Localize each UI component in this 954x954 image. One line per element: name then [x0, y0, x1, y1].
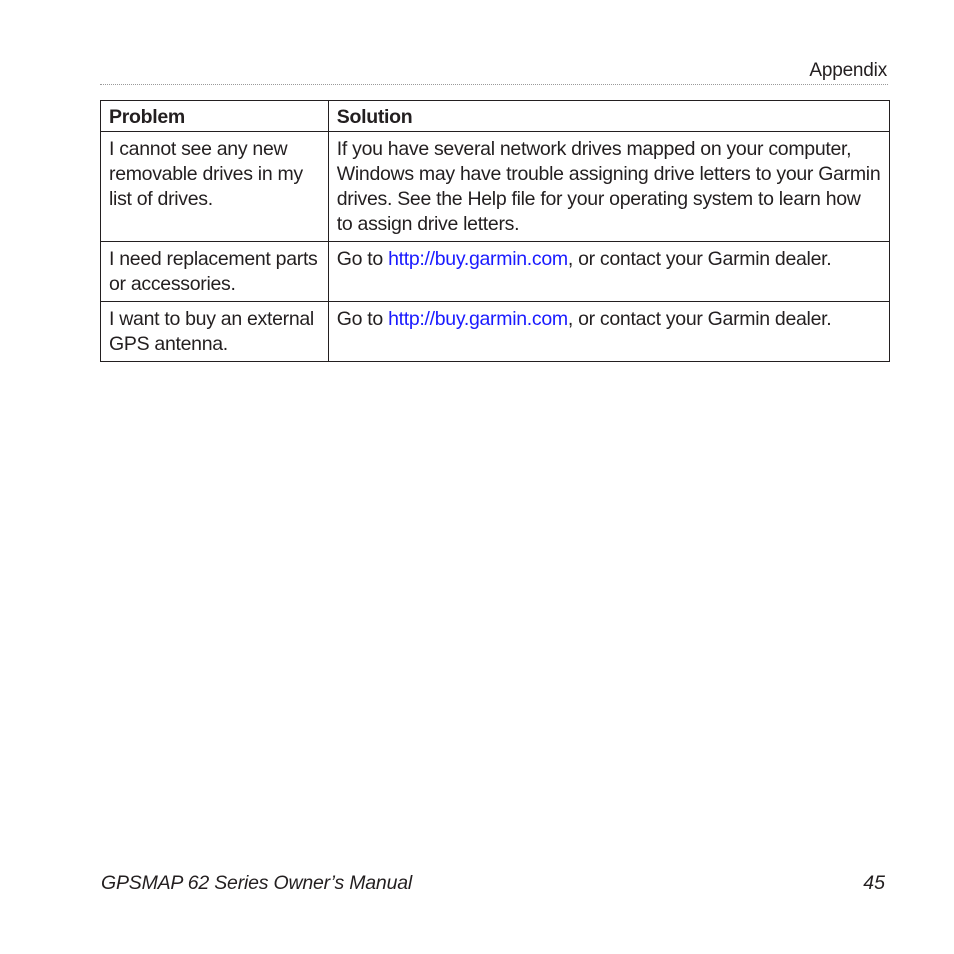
solution-cell [328, 302, 889, 362]
column-header-problem: Problem [101, 101, 329, 132]
solution-text: , or contact your Garmin dealer. [567, 308, 832, 330]
solution-cell [328, 242, 889, 302]
column-header-solution: Solution [328, 101, 889, 132]
problem-cell: I cannot see any new removable drives in my list of drives. [101, 132, 329, 242]
problem-cell: I want to buy an external GPS antenna. [101, 302, 329, 362]
manual-title: GPSMAP 62 Series Owner’s Manual [101, 872, 412, 894]
solution-text: Go to [336, 248, 389, 270]
table-row [101, 132, 890, 242]
solution-text: , or contact your Garmin dealer. [567, 248, 832, 270]
header-divider [100, 84, 888, 85]
solution-text: If you have several network drives mapped on your computer, Windows may have trouble assigning drive letters to your Garmin drives. See the Help file for your operating system to learn how to assign drive letters. [336, 138, 881, 235]
solution-text: Go to [336, 308, 389, 330]
table-row [101, 302, 890, 362]
page-number: 45 [863, 872, 885, 894]
table-row [101, 242, 890, 302]
section-header: Appendix [809, 60, 887, 81]
solution-cell [328, 132, 889, 242]
garmin-store-link[interactable]: http://buy.garmin.com [388, 308, 568, 330]
troubleshooting-table [100, 100, 890, 362]
garmin-store-link[interactable]: http://buy.garmin.com [388, 248, 568, 270]
problem-cell: I need replacement parts or accessories. [101, 242, 329, 302]
table-header-row [101, 101, 890, 132]
